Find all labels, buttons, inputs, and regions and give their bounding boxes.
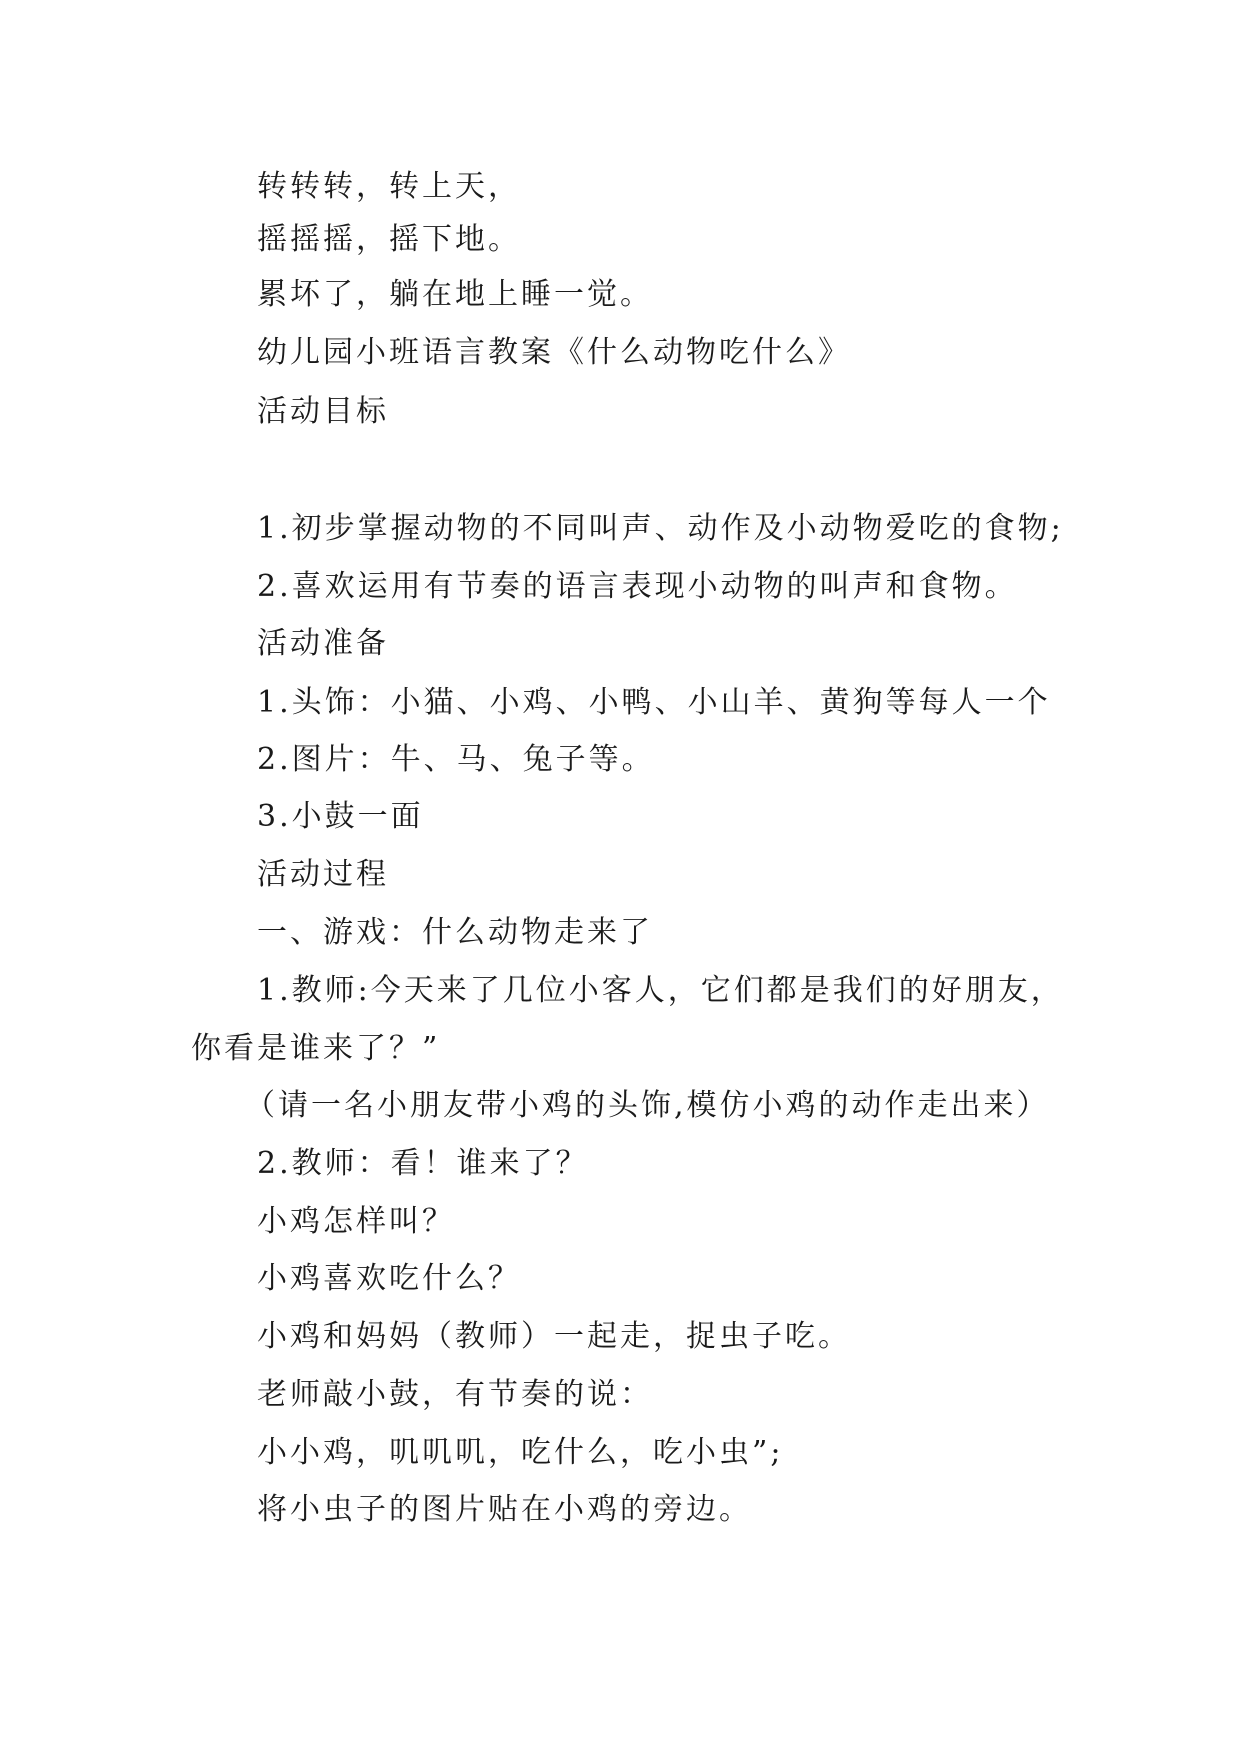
section-heading: 活动目标 <box>257 394 389 429</box>
text-line: 将小虫子的图片贴在小鸡的旁边。 <box>257 1492 752 1527</box>
text-line: 1.初步掌握动物的不同叫声、动作及小动物爱吃的食物; <box>257 511 1064 546</box>
text-line: 3.小鼓一面 <box>257 799 424 834</box>
text-line: 转转转，转上天， <box>257 169 521 204</box>
text-line: 2.图片：牛、马、兔子等。 <box>257 742 655 777</box>
text-line: 小小鸡，叽叽叽，吃什么，吃小虫”; <box>257 1435 784 1470</box>
text-line: 小鸡怎样叫？ <box>257 1204 455 1239</box>
subsection-heading: 一、游戏：什么动物走来了 <box>257 915 653 950</box>
document-title: 幼儿园小班语言教案《什么动物吃什么》 <box>257 335 851 370</box>
section-heading: 活动准备 <box>257 626 389 661</box>
section-heading: 活动过程 <box>257 857 389 892</box>
text-line: 小鸡喜欢吃什么？ <box>257 1261 521 1296</box>
text-line: 你看是谁来了？” <box>191 1031 441 1066</box>
text-line: 2.教师：看！谁来了？ <box>257 1146 589 1181</box>
text-line: 摇摇摇，摇下地。 <box>257 222 521 257</box>
text-line: 1.教师:今天来了几位小客人，它们都是我们的好朋友， <box>257 973 1064 1008</box>
text-line: 老师敲小鼓，有节奏的说： <box>257 1377 653 1412</box>
text-line: 2.喜欢运用有节奏的语言表现小动物的叫声和食物。 <box>257 569 1018 604</box>
text-line: 小鸡和妈妈（教师）一起走，捉虫子吃。 <box>257 1319 851 1354</box>
text-line: （请一名小朋友带小鸡的头饰,模仿小鸡的动作走出来） <box>245 1088 1050 1123</box>
text-line: 1.头饰：小猫、小鸡、小鸭、小山羊、黄狗等每人一个 <box>257 685 1051 720</box>
text-line: 累坏了，躺在地上睡一觉。 <box>257 277 653 312</box>
